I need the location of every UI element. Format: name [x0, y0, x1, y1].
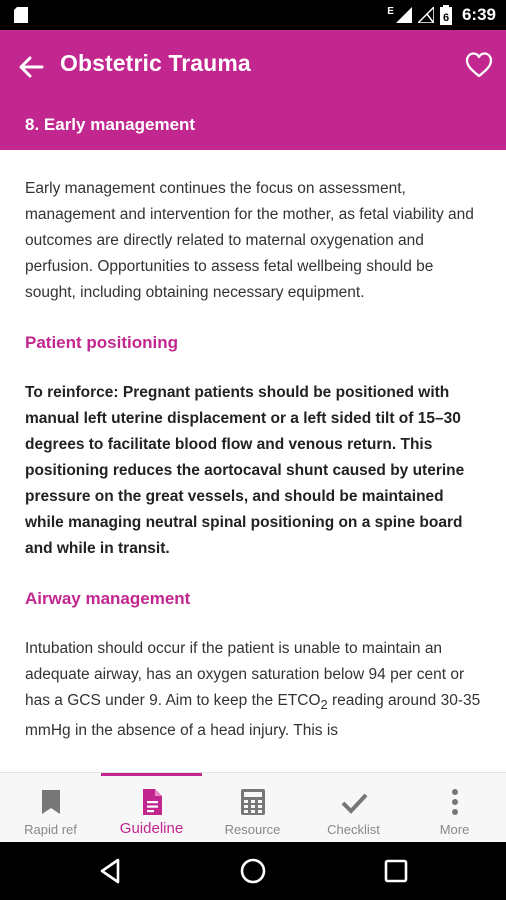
etco2-subscript: 2	[320, 697, 328, 713]
nav-resource[interactable]	[202, 773, 303, 843]
patient-positioning-paragraph: To reinforce: Pregnant patients should be positioned with manual left uterine displacement or a left sided tilt of 15–30 degrees to facilitate blood flow and venous return. This positioning reduces the aortocaval shunt caused by uterine pressure on the great vessels, and should be maintained while managing neutral spinal positioning on a spine board and while in transit.	[25, 384, 465, 557]
nav-rapid-ref-label: Rapid ref	[24, 822, 77, 837]
document-icon	[138, 787, 166, 817]
battery-icon	[440, 5, 452, 25]
airway-management-heading: Airway management	[25, 589, 191, 608]
home-circle-icon[interactable]	[238, 856, 268, 886]
app-bar	[0, 30, 506, 102]
active-tab-indicator	[101, 773, 202, 776]
nav-guideline-label: Guideline	[119, 820, 184, 837]
signal-icon	[396, 7, 412, 23]
section-header	[0, 102, 506, 150]
network-type-label: E	[387, 5, 394, 17]
airway-management-paragraph	[25, 636, 481, 744]
nav-guideline[interactable]	[101, 773, 202, 843]
system-navigation-bar	[0, 842, 506, 900]
no-signal-icon	[418, 7, 434, 23]
battery-level: 6	[442, 12, 450, 24]
nav-resource-label: Resource	[224, 822, 281, 837]
patient-positioning-heading: Patient positioning	[25, 333, 178, 352]
airway-text-part2: reading around 30-35 mmHg in the absence of a head injury. This is	[25, 692, 481, 740]
sd-card-icon	[14, 7, 28, 23]
nav-rapid-ref[interactable]	[0, 773, 101, 843]
calculator-icon	[239, 787, 267, 817]
checkmark-icon	[340, 787, 368, 817]
status-icons	[387, 0, 496, 30]
heart-outline-icon[interactable]	[464, 50, 494, 80]
airway-text-part1: Intubation should occur if the patient is unable to maintain an adequate airway, has an oxygen saturation below 94 per cent or has a GCS under 9. Aim to keep the ETCO	[25, 640, 465, 709]
more-vertical-icon	[441, 787, 469, 817]
page-title: Obstetric Trauma	[60, 50, 251, 76]
recents-square-icon[interactable]	[381, 856, 411, 886]
nav-more-label: More	[439, 822, 470, 837]
bottom-navigation	[0, 772, 506, 843]
arrow-back-icon[interactable]	[16, 52, 46, 82]
nav-more[interactable]	[404, 773, 505, 843]
section-title: 8. Early management	[25, 115, 196, 134]
nav-checklist-label: Checklist	[327, 822, 380, 837]
clock: 6:39	[461, 5, 496, 24]
nav-checklist[interactable]	[303, 773, 404, 843]
intro-paragraph: Early management continues the focus on assessment, management and intervention for the mother, as fetal viability and outcomes are directly related to maternal oxygenation and perfusion. Opportunities to assess fetal wellbeing should be sought, including obtaining necessary equipment.	[25, 180, 474, 301]
guideline-content[interactable]	[0, 150, 506, 772]
status-bar	[0, 0, 506, 30]
back-triangle-icon[interactable]	[96, 856, 126, 886]
bookmark-icon	[37, 787, 65, 817]
